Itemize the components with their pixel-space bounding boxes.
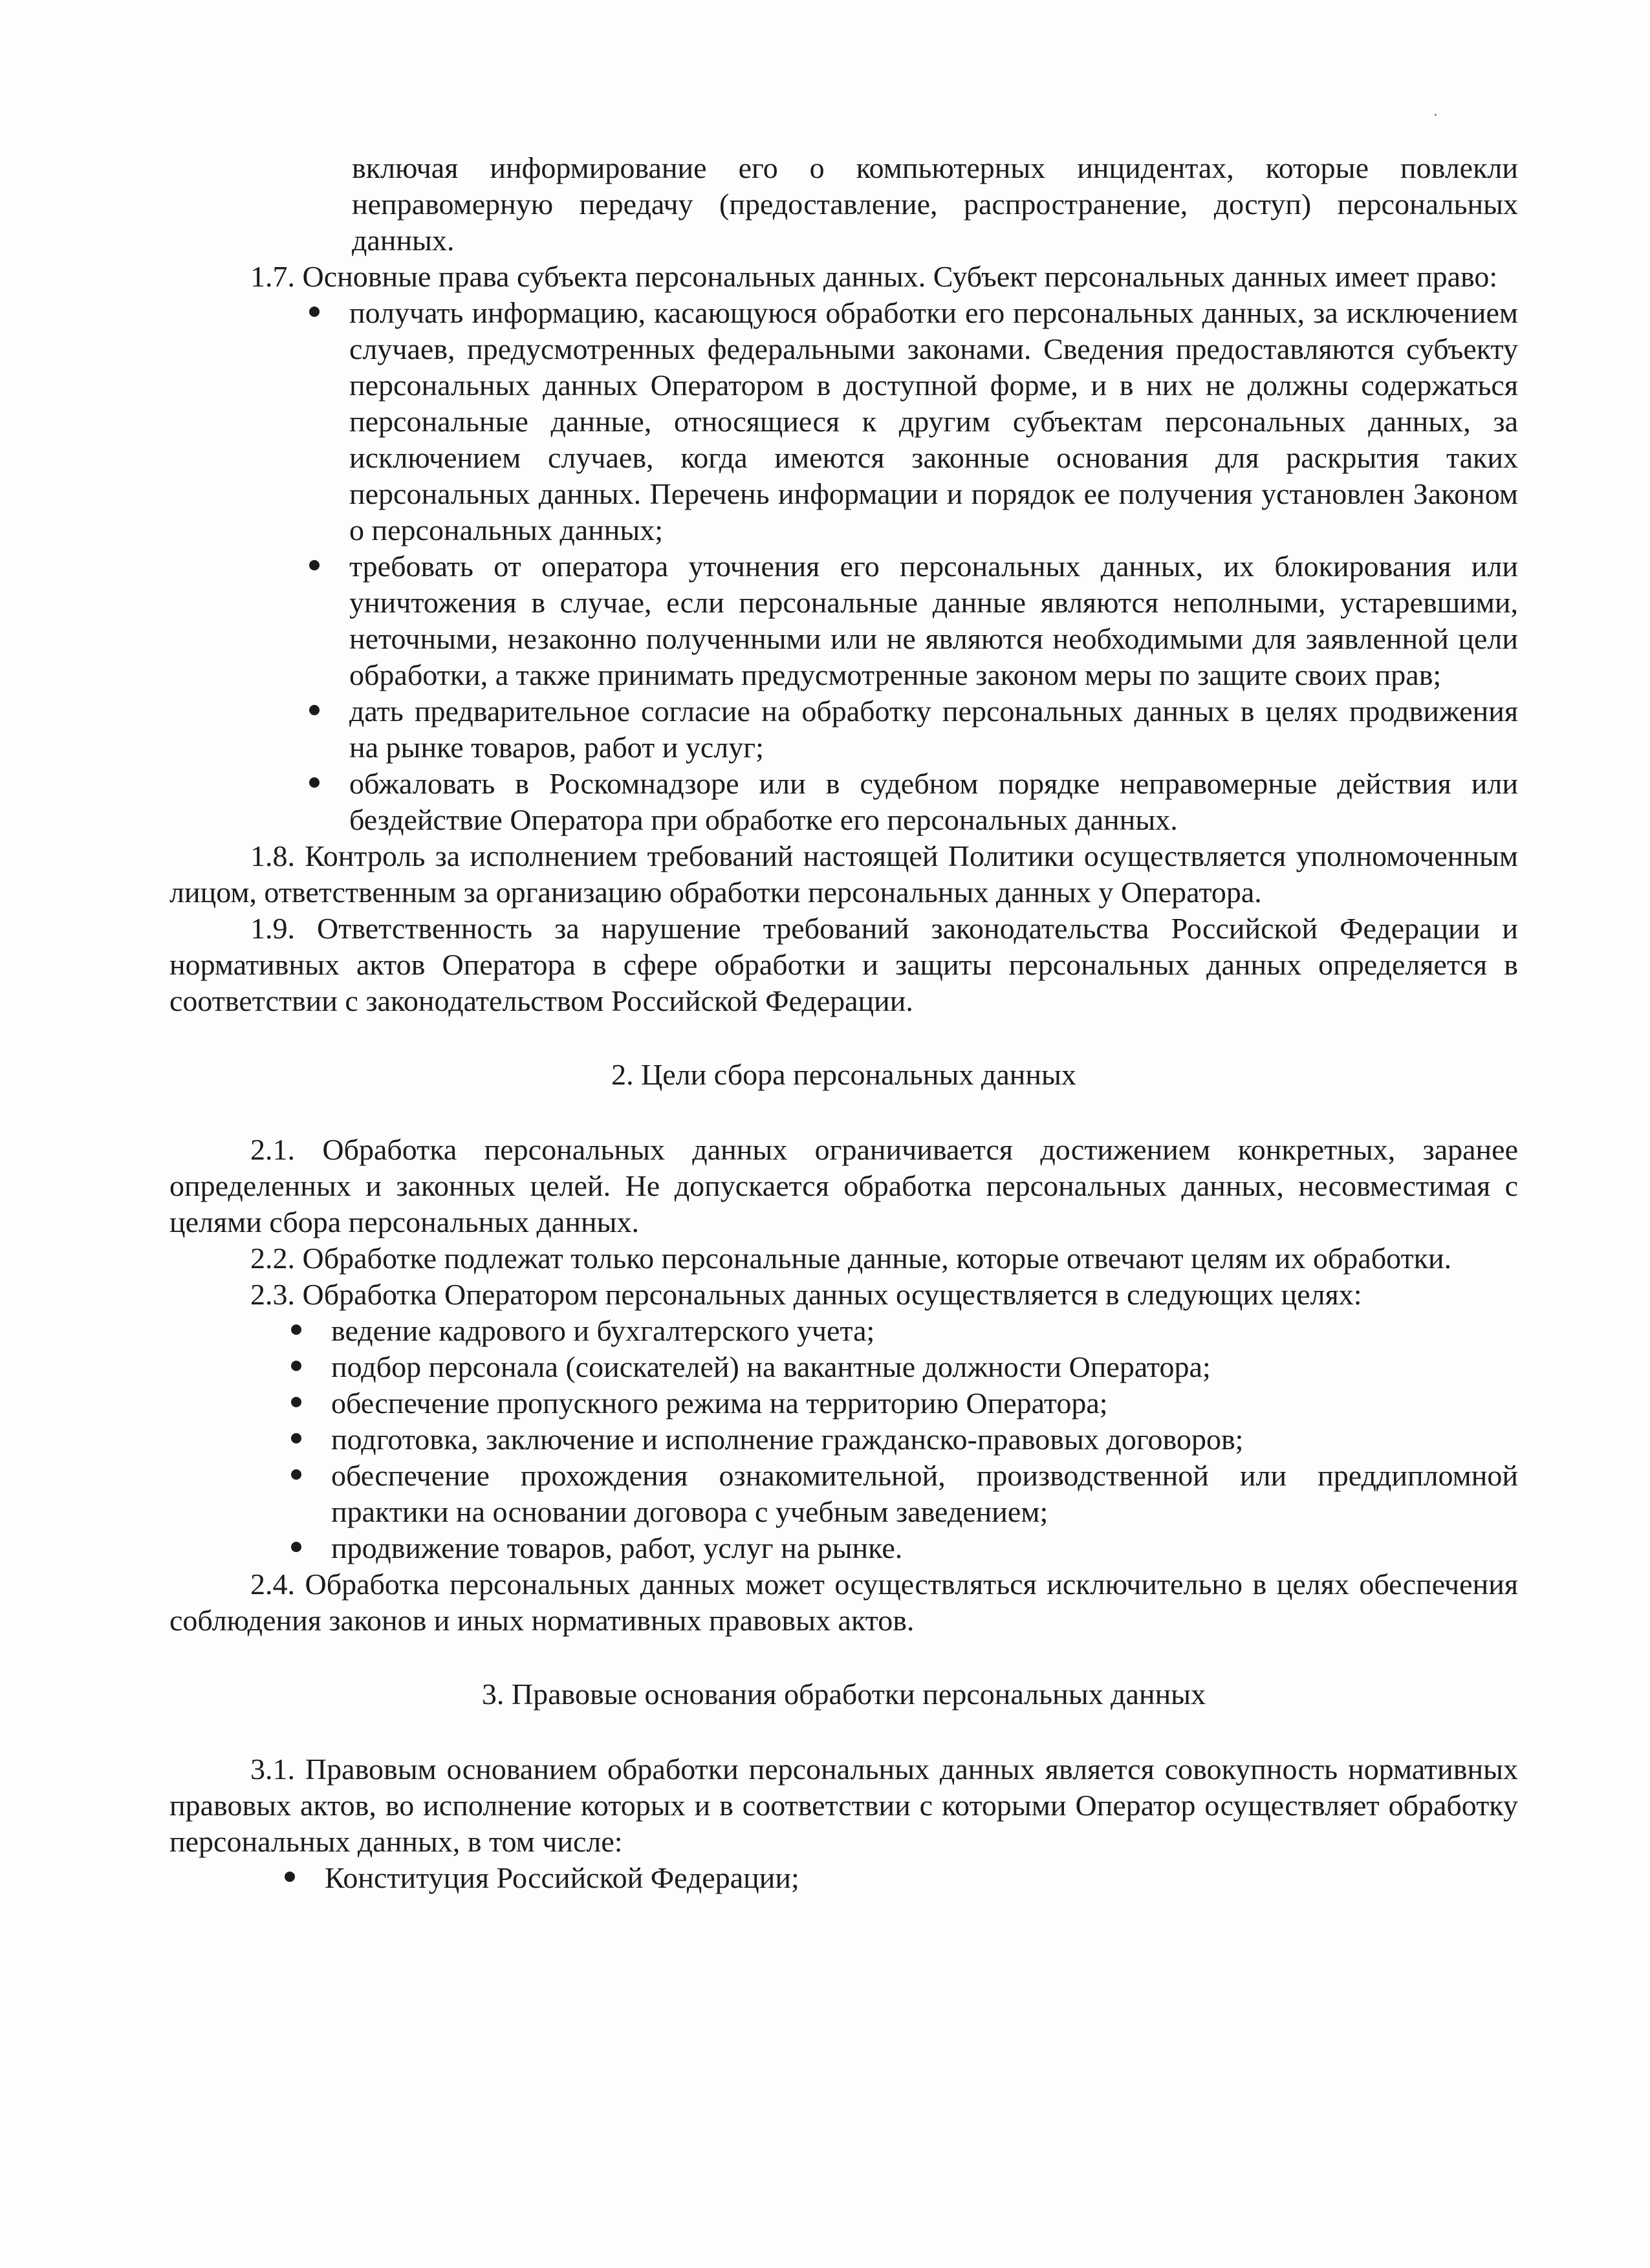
goals-list [169,1313,1518,1566]
rights-list [169,295,1518,838]
bullet-icon [309,705,320,715]
bullet-icon [291,1469,301,1480]
document-body [169,150,1518,1896]
bullet-icon [291,1361,301,1371]
bullet-icon [309,777,320,788]
bullet-icon [291,1542,301,1552]
section-2-title: 2. Цели сбора персональных данных [611,1058,1076,1091]
clause-2-3: 2.3. Обработка Оператором персональных данных осуществляется в следующих целях: [250,1278,1362,1311]
bullet-icon [291,1433,301,1443]
list-item: обжаловать в Роскомнадзоре или в судебном порядке неправомерные действия или бездействие Оператора при обработке его персональных данных. [349,766,1518,838]
list-item: подготовка, заключение и исполнение гражданско-правовых договоров; [331,1421,1518,1458]
clause-1-9: 1.9. Ответственность за нарушение требований законодательства Российской Федерации и нормативных актов Оператора в сфере обработки и защиты персональных данных определяется в соответствии с законодательством Российской Федерации. [169,912,1518,1017]
list-item: обеспечение прохождения ознакомительной, производственной или преддипломной практики на основании договора с учебным заведением; [331,1458,1518,1530]
list-item: продвижение товаров, работ, услуг на рынке. [331,1530,1518,1566]
legal-bases-list [169,1860,1518,1896]
bullet-icon [285,1872,295,1882]
list-item: получать информацию, касающуюся обработки его персональных данных, за исключением случаев, предусмотренных федеральными законами. Сведения предоставляются субъекту персональных данных Оператором в доступной форме, и в них не должны содержаться персональные данные, относящиеся к другим субъектам персональных данных, за исключением случаев, когда имеются законные основания для раскрытия таких персональных данных. Перечень информации и порядок ее получения установлен Законом о персональных данных; [349,295,1518,548]
bullet-icon [309,560,320,570]
list-item: Конституция Российской Федерации; [325,1860,1518,1896]
clause-3-1: 3.1. Правовым основанием обработки персональных данных является совокупность нормативных правовых актов, во исполнение которых и в соответствии с которыми Оператор осуществляет обработку персональных данных, в том числе: [169,1753,1518,1858]
list-item: подбор персонала (соискателей) на вакантные должности Оператора; [331,1349,1518,1385]
list-item: требовать от оператора уточнения его персональных данных, их блокирования или уничтожения в случае, если персональные данные являются неполными, устаревшими, неточными, незаконно полученными или не являются необходимыми для заявленной цели обработки, а также принимать предусмотренные законом меры по защите своих прав; [349,548,1518,693]
scan-speck [1435,114,1437,116]
clause-2-1: 2.1. Обработка персональных данных ограничивается достижением конкретных, заранее определенных и законных целей. Не допускается обработка персональных данных, несовместимая с целями сбора персональных данных. [169,1133,1518,1238]
list-item: дать предварительное согласие на обработку персональных данных в целях продвижения на рынке товаров, работ и услуг; [349,693,1518,766]
clause-1-7: 1.7. Основные права субъекта персональных данных. Субъект персональных данных имеет право: [250,260,1498,293]
bullet-icon [309,307,320,317]
section-3-title: 3. Правовые основания обработки персональных данных [481,1678,1206,1711]
list-item: ведение кадрового и бухгалтерского учета; [331,1313,1518,1349]
clause-2-2: 2.2. Обработке подлежат только персональные данные, которые отвечают целям их обработки. [250,1242,1452,1275]
clause-2-4: 2.4. Обработка персональных данных может осуществляться исключительно в целях обеспечения соблюдения законов и иных нормативных правовых актов. [169,1568,1518,1637]
bullet-icon [291,1324,301,1335]
clause-1-8: 1.8. Контроль за исполнением требований настоящей Политики осуществляется уполномоченным лицом, ответственным за организацию обработки персональных данных у Оператора. [169,839,1518,909]
intro-continuation: включая информирование его о компьютерных инцидентах, которые повлекли неправомерную передачу (предоставление, распространение, доступ) персональных данных. [352,151,1518,257]
list-item: обеспечение пропускного режима на территорию Оператора; [331,1385,1518,1421]
bullet-icon [291,1397,301,1407]
